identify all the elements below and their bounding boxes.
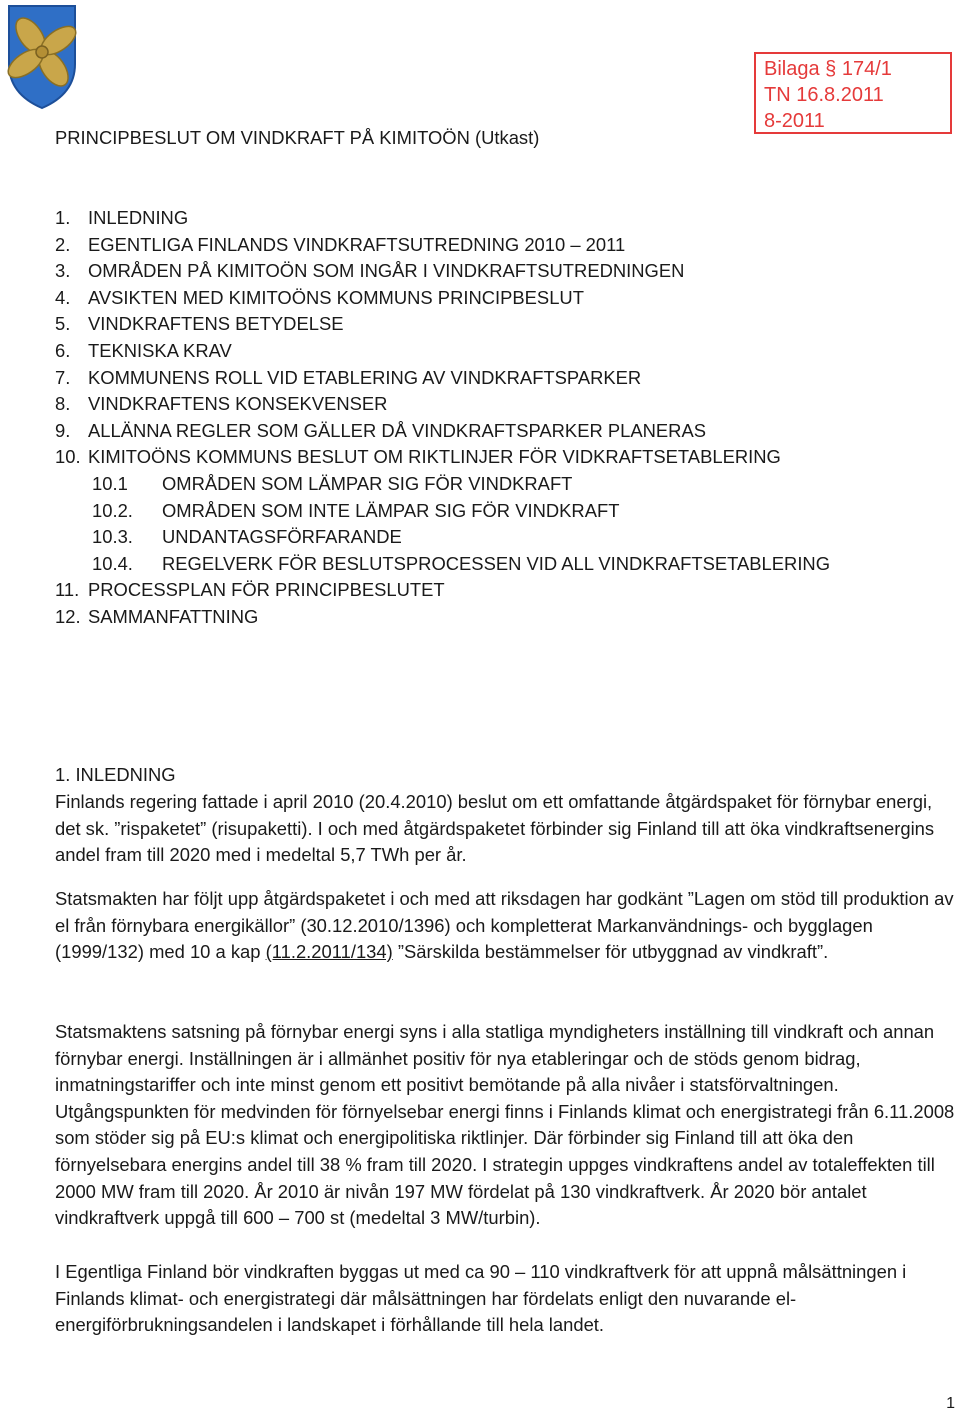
toc-number: 2. bbox=[55, 233, 71, 255]
toc-number: 3. bbox=[55, 260, 71, 282]
toc-item bbox=[55, 311, 945, 338]
paragraph-4: I Egentliga Finland bör vindkraften byggas ut med ca 90 – 110 vindkraftverk för att uppnå målsättningen i Finlands klimat- och energistrategi där målsättningen har fördelats enligt den nuvarande el-energiförbrukningsandelen i landskapet i förhållande till hela landet. bbox=[55, 1261, 907, 1336]
toc-label: OMRÅDEN SOM INTE LÄMPAR SIG FÖR VINDKRAFT bbox=[162, 499, 620, 521]
section-heading bbox=[55, 762, 960, 789]
toc-number: 10.4. bbox=[92, 552, 133, 574]
toc-label: PROCESSPLAN FÖR PRINCIPBESLUTET bbox=[88, 579, 445, 601]
paragraph bbox=[55, 789, 960, 869]
toc-label: EGENTLIGA FINLANDS VINDKRAFTSUTREDNING 2010 – 2011 bbox=[88, 233, 626, 255]
toc-label: UNDANTAGSFÖRFARANDE bbox=[162, 526, 402, 548]
toc-number: 11. bbox=[55, 579, 80, 601]
toc-item bbox=[55, 391, 945, 418]
toc-label: INLEDNING bbox=[88, 207, 189, 228]
toc-number: 4. bbox=[55, 286, 71, 308]
toc-label: VINDKRAFTENS KONSEKVENSER bbox=[88, 393, 388, 415]
toc-number: 10.1 bbox=[92, 472, 128, 494]
toc-number: 10. bbox=[55, 446, 81, 468]
toc-label: OMRÅDEN SOM LÄMPAR SIG FÖR VINDKRAFT bbox=[162, 472, 573, 494]
toc-label: KOMMUNENS ROLL VID ETABLERING AV VINDKRAFTSPARKER bbox=[88, 366, 642, 388]
toc-item bbox=[55, 365, 945, 392]
toc-number: 7. bbox=[55, 366, 71, 388]
toc-label: VINDKRAFTENS BETYDELSE bbox=[88, 313, 344, 335]
toc-subitem bbox=[55, 551, 945, 578]
paragraph bbox=[55, 1259, 960, 1339]
paragraph-2 bbox=[55, 886, 960, 966]
stamp-meeting-line: TN 16.8.2011 bbox=[764, 84, 884, 106]
toc-label: TEKNISKA KRAV bbox=[88, 339, 232, 361]
paragraph-3: Statsmaktens satsning på förnybar energi syns i alla statliga myndigheters inställning till vindkraft och annan förnybar energi. Inställningen är i allmänhet positiv för nya etableringar och de stöds genom bidrag, inmatningstariffer och inte minst genom ett positivt bemötande på alla nivåer i statsförvaltningen. Utgångspunkten för medvinden för förnyelsebar energi finns i Finlands klimat och energistrategi från 6.11.2008 som stöder sig på EU:s klimat och energipolitiska riktlinjer. Där förbinder sig Finland till att öka den förnyelsebara energins andel till 38 % fram till 2020. I strategin uppges vindkraftens andel av totaleffekten till 2000 MW fram till 2020. År 2010 är nivån 197 MW fördelat på 130 vindkraftverk. År 2020 bör antalet vindkraftverk uppgå till 600 – 700 st (medeltal 3 MW/turbin). bbox=[55, 1021, 955, 1229]
toc-subitem bbox=[55, 471, 945, 498]
toc-number: 9. bbox=[55, 419, 71, 441]
paragraph-2-text-end: ”Särskilda bestämmelser för utbyggnad av vindkraft”. bbox=[392, 941, 829, 963]
toc-item bbox=[55, 338, 945, 365]
toc-number: 5. bbox=[55, 313, 71, 335]
paragraph-1: Finlands regering fattade i april 2010 (20.4.2010) beslut om ett omfattande åtgärdspaket för förnybar energi, det sk. ”rispaketet” (risupaketti). I och med åtgärdspaketet förbinder sig Finland till att öka vindkraftsenergins andel fram till 2020 med i medeltal 5,7 TWh per år. bbox=[55, 791, 935, 866]
law-reference-link[interactable]: (11.2.2011/134) bbox=[265, 941, 393, 963]
toc-number: 12. bbox=[55, 605, 81, 627]
toc-number: 10.2. bbox=[92, 499, 133, 521]
toc-label: AVSIKTEN MED KIMITOÖNS KOMMUNS PRINCIPBESLUT bbox=[88, 286, 584, 308]
toc-item bbox=[55, 232, 945, 259]
toc-label: OMRÅDEN PÅ KIMITOÖN SOM INGÅR I VINDKRAFTSUTREDNINGEN bbox=[88, 260, 685, 282]
toc-number: 6. bbox=[55, 339, 71, 361]
toc-item bbox=[55, 444, 945, 471]
toc-item bbox=[55, 577, 945, 604]
paragraph-2-text-start: Statsmakten har följt upp åtgärdspaketet i och med att riksdagen har godkänt ”Lagen om stöd till produktion av el från förnybara energikällor” (30.12.2010/1396) och kompletterat Markanvändnings- och bygglagen (1999/132) med 10 a kap bbox=[55, 888, 954, 963]
toc-item bbox=[55, 285, 945, 312]
toc-label: SAMMANFATTNING bbox=[88, 605, 259, 627]
toc-item bbox=[55, 418, 945, 445]
toc-label: ALLÄNNA REGLER SOM GÄLLER DÅ VINDKRAFTSPARKER PLANERAS bbox=[88, 419, 706, 441]
toc-label: REGELVERK FÖR BESLUTSPROCESSEN VID ALL VINDKRAFTSETABLERING bbox=[162, 552, 831, 574]
toc-subitem bbox=[55, 498, 945, 525]
page-number: 1 bbox=[946, 1395, 955, 1412]
document-title: PRINCIPBESLUT OM VINDKRAFT PÅ KIMITOÖN (Utkast) bbox=[55, 127, 540, 148]
paragraph bbox=[55, 1019, 960, 1232]
paragraph bbox=[55, 886, 960, 966]
section-1-heading: 1. INLEDNING bbox=[55, 764, 176, 785]
toc-subitem bbox=[55, 524, 945, 551]
toc-item bbox=[55, 205, 945, 232]
stamp-appendix-line: Bilaga § 174/1 bbox=[764, 58, 892, 80]
stamp-ref-line: 8-2011 bbox=[764, 110, 825, 132]
toc-item bbox=[55, 604, 945, 631]
toc-item bbox=[55, 258, 945, 285]
toc-number: 10.3. bbox=[92, 526, 133, 548]
toc-number: 8. bbox=[55, 393, 71, 415]
toc-number: 1. bbox=[55, 207, 71, 228]
table-of-contents bbox=[55, 205, 945, 631]
toc-label: KIMITOÖNS KOMMUNS BESLUT OM RIKTLINJER FÖR VIDKRAFTSETABLERING bbox=[88, 446, 781, 468]
municipal-coat-of-arms-logo bbox=[5, 2, 79, 112]
appendix-stamp bbox=[754, 52, 952, 134]
